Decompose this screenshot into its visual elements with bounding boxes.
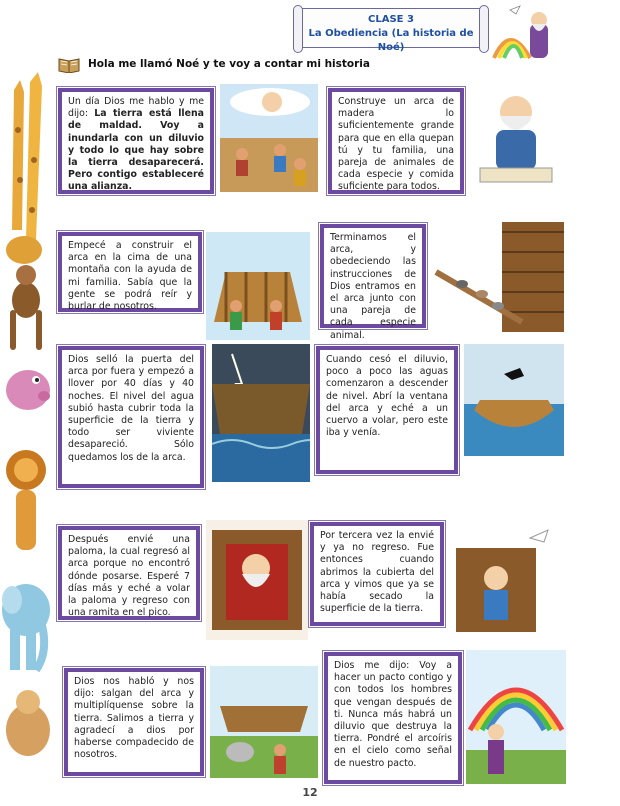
class-label: CLASE 3: [368, 14, 414, 25]
illustration-flood-storm: [212, 344, 310, 482]
book-icon: [58, 55, 80, 73]
story-panel-3: [58, 232, 202, 312]
illustration-god-speaks: [220, 84, 318, 192]
animal-column-decoration: [0, 70, 58, 790]
illustration-building-ark: [206, 232, 310, 340]
panel-10-text: Dios me dijo: Voy a hacer un pacto contigo y con todos los hombres que vengan después de ti. Nunca más habrá un diluvio que destruya la tierra. Pondré el arcoíris en el cielo como señal de nuestro pacto.: [334, 660, 452, 769]
intro-text: Hola me llamó Noé y te voy a contar mi historia: [88, 58, 370, 70]
panel-3-text: Empecé a construir el arca en la cima de una montaña con la ayuda de mi familia. Sabía que la gente se podrá reír y burlar de nosotros.: [68, 240, 192, 313]
illustration-rainbow-covenant: [466, 650, 566, 784]
lesson-subtitle: La Obediencia (La historia de Noé): [308, 28, 474, 53]
panel-1-bold: La tierra está llena de maldad. Voy a inundarla con un diluvio y todo lo que hay sobre la tierra desaparecerá. Pero contigo estableceré una alianza.: [68, 108, 204, 193]
story-panel-9: [64, 668, 204, 776]
panel-2-text: Construye un arca de madera lo suficientemente grande para que en ella quepan tú y tu familia, una pareja de animales de cada especie y comida suficiente para todos.: [338, 96, 454, 193]
illustration-noah-window: [206, 520, 308, 640]
illustration-noah-plans: [470, 84, 562, 192]
story-panel-5: [58, 346, 204, 488]
story-panel-1: [58, 88, 214, 194]
panel-7-text: Después envié una paloma, la cual regresó al arca porque no encontró dónde posarse. Esperé 7 días más y eché a volar la paloma y regreso con una ramita en el pico.: [68, 534, 190, 619]
page-number: 12: [302, 786, 318, 799]
illustration-dove-release: [450, 518, 564, 636]
panel-6-text: Cuando cesó el diluvio, poco a poco las aguas comenzaron a descender de nivel. Abrí la ventana del arca y eché a un cuervo a volar, pero este iba y venía.: [326, 354, 448, 439]
panel-8-text: Por tercera vez la envié y ya no regreso. Fue entonces cuando abrimos la cubierta del arca y vimos que ya se había secado la superficie de la tierra.: [320, 530, 434, 615]
story-panel-4: [320, 224, 426, 341]
story-panel-8: [310, 522, 444, 626]
illustration-raven-ark: [464, 344, 564, 456]
illustration-leaving-ark: [210, 666, 318, 778]
intro-line: [58, 54, 370, 74]
panel-5-text: Dios selló la puerta del arca por fuera y empezó a llover por 40 días y 40 noches. El nivel del agua subió hasta cubrir toda la superficie de la tierra y todo ser viviente desapareció. Sólo quedamos los de la arca.: [68, 354, 194, 463]
illustration-animals-boarding: [432, 222, 564, 336]
panel-9-text: Dios nos habló y nos dijo: salgan del arca y multiplíquense sobre la tierra. Salimos a tierra y agradecí a dios por haberse compadecido de nosotros.: [74, 676, 194, 761]
panel-4-text: Terminamos el arca, y obedeciendo las instrucciones de Dios entramos en el arca junto con una pareja de cada especie animal.: [330, 232, 416, 341]
noah-dove-icon: [490, 2, 560, 60]
panel-1-pre: Un día Dios me hablo y me dijo:: [68, 96, 204, 120]
story-panel-2: [328, 88, 464, 194]
story-panel-7: [58, 526, 200, 620]
story-panel-6: [316, 346, 458, 474]
story-panel-10: [324, 652, 462, 784]
lesson-title-scroll: [298, 8, 484, 53]
